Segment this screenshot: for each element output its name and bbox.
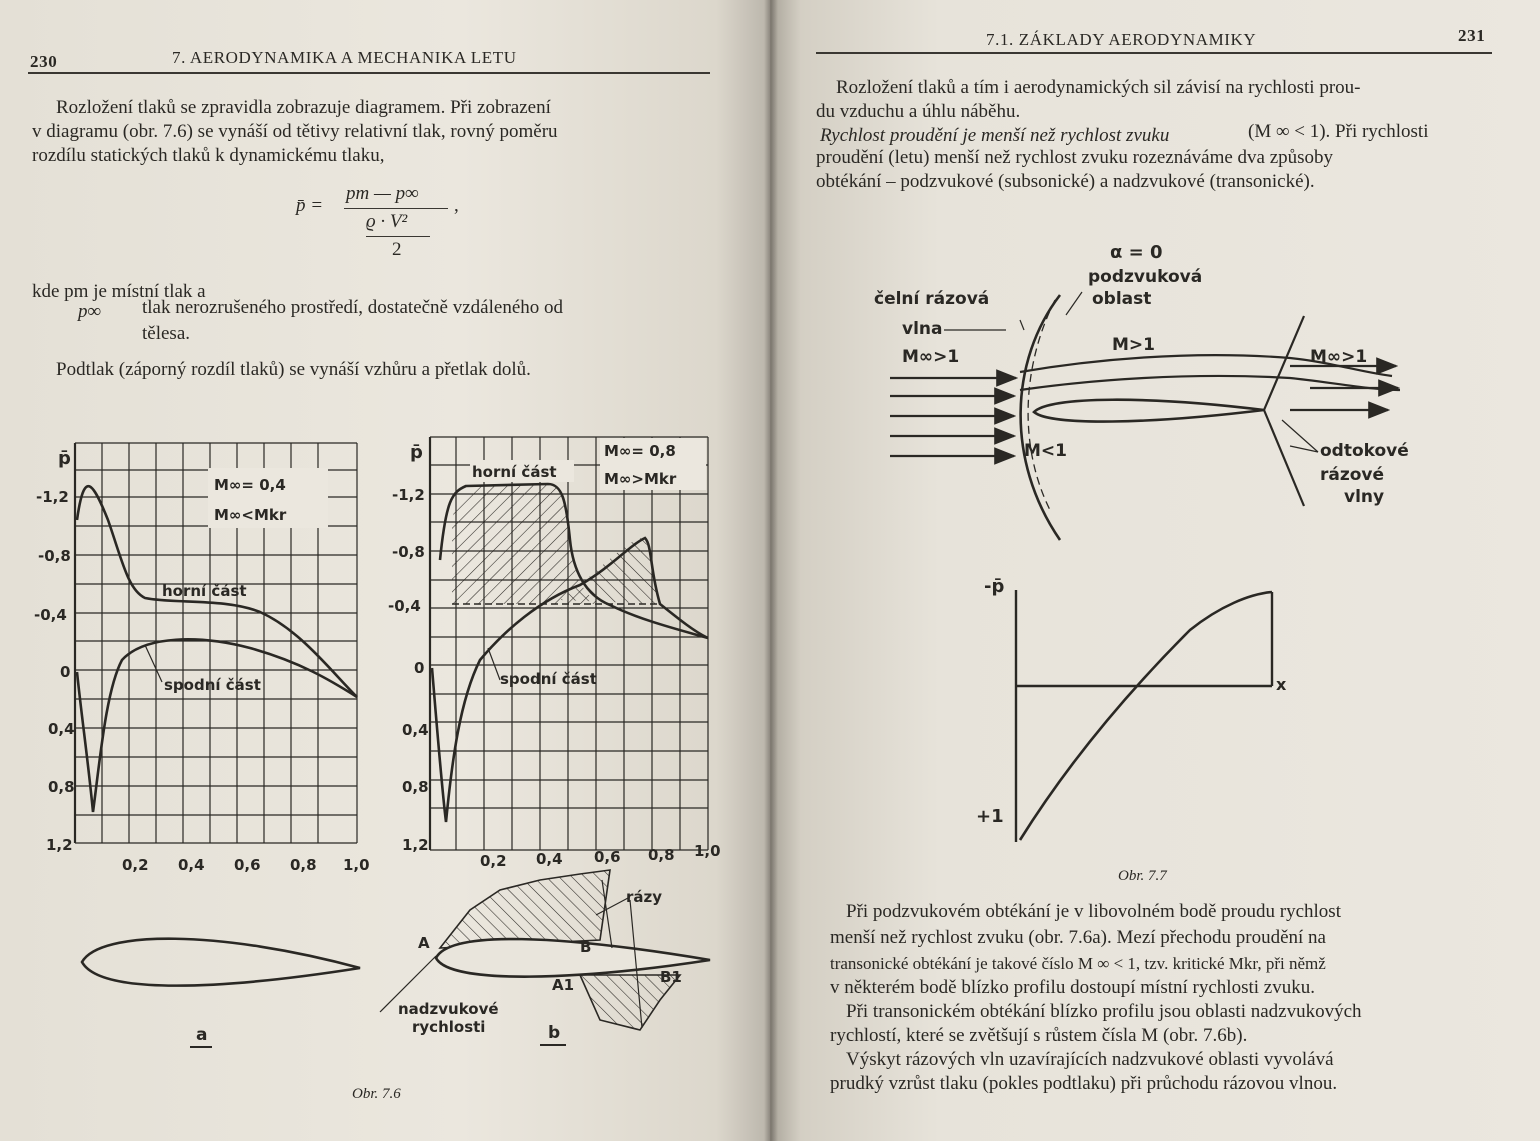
fig-b-legend-1: M∞= 0,8 xyxy=(604,442,676,460)
paragraph-line: Při podzvukovém obtékání je v libovolném bodě proudu rychlost xyxy=(846,901,1341,922)
fig-a-panel-label: a xyxy=(196,1025,208,1045)
fig-a-lower-label: spodní část xyxy=(164,676,261,694)
where-line: tlak nerozrušeného prostředí, dostatečně vzdáleného od xyxy=(142,297,564,318)
fig-a-y-tick: 0 xyxy=(60,663,71,681)
trailing-label-2: rázové xyxy=(1320,465,1385,485)
paragraph-line: proudění (letu) menší než rychlost zvuku rozeznáváme dva způsoby xyxy=(816,147,1334,168)
bow-wave-1: čelní rázová xyxy=(874,289,990,309)
formula-comma: , xyxy=(454,195,459,216)
fig-b-supersonic-label-2: rychlosti xyxy=(412,1018,486,1036)
paragraph-line: v některém bodě blízko profilu dostoupí místní rychlosti zvuku. xyxy=(830,977,1315,998)
paragraph-line-italic: Rychlost proudění je menší než rychlost zvuku xyxy=(820,125,1170,146)
fig-b-y-tick: 0,4 xyxy=(402,721,429,739)
formula-denominator-2: 2 xyxy=(392,239,402,260)
paragraph-line: du vzduchu a úhlu náběhu. xyxy=(816,101,1021,122)
where-line: kde pm je místní tlak a xyxy=(32,281,206,302)
fig-b-point-B: B xyxy=(580,938,592,956)
fig-a-x-tick: 0,6 xyxy=(234,856,261,874)
fig-a-airfoil xyxy=(82,939,360,986)
running-head-right: 7.1. ZÁKLADY AERODYNAMIKY xyxy=(986,30,1257,49)
trailing-shock xyxy=(1264,410,1304,506)
fig-b-upper-supersonic-zone xyxy=(440,870,610,948)
alpha-label: α = 0 xyxy=(1110,242,1163,263)
paragraph-line: Při transonickém obtékání blízko profilu jsou oblasti nadzvukových xyxy=(846,1001,1362,1022)
book-gutter xyxy=(764,0,778,1141)
subsonic-region-2: oblast xyxy=(1092,289,1152,309)
paragraph-line: Rozložení tlaků a tím i aerodynamických sil závisí na rychlosti prou- xyxy=(836,77,1361,98)
fig7-y-label: -p̄ xyxy=(984,576,1005,597)
paragraph-line: Výskyt rázových vln uzavírajících nadzvukové oblasti vyvolává xyxy=(846,1049,1334,1070)
fig-b-x-tick: 0,2 xyxy=(480,852,507,870)
leader xyxy=(1282,420,1318,452)
fig-a-leader xyxy=(145,645,162,682)
fig-b-lower-label: spodní část xyxy=(500,670,597,688)
fig-b-point-A1: A1 xyxy=(552,976,575,994)
fig-a-y-tick: -1,2 xyxy=(36,488,69,506)
trailing-label-3: vlny xyxy=(1344,487,1385,507)
fig-a-y-tick: 0,8 xyxy=(48,778,75,796)
figure-caption-7-7: Obr. 7.7 xyxy=(1118,868,1167,884)
fig-a-y-tick: -0,4 xyxy=(34,606,67,624)
paragraph-line: prudký vzrůst tlaku (pokles podtlaku) při průchodu rázovou vlnou. xyxy=(830,1073,1338,1094)
page-number-right: 231 xyxy=(1458,26,1486,45)
page-number-left: 230 xyxy=(30,52,58,71)
fig-b-y-tick: -0,8 xyxy=(392,543,425,561)
fig-a-legend-1: M∞= 0,4 xyxy=(214,476,286,494)
paragraph-line: v diagramu (obr. 7.6) se vynáší od tětivy relativní tlak, rovný poměru xyxy=(32,121,558,142)
formula-denominator: ϱ · V² xyxy=(366,211,408,232)
leader xyxy=(1066,292,1082,315)
fig-b-point-B1: B1 xyxy=(660,968,682,986)
fig-b-point-A: A xyxy=(418,934,430,952)
fig-a-y-tick: -0,8 xyxy=(38,547,71,565)
formula-numerator: pm — p∞ xyxy=(346,183,419,204)
fig-b-y-tick: 0,8 xyxy=(402,778,429,796)
m-inf-left: M∞>1 xyxy=(902,347,960,367)
fig-b-leader xyxy=(488,648,500,680)
fig-b-upper-label: horní část xyxy=(472,463,557,481)
fig-a-y-axis-label: p̄ xyxy=(58,448,71,469)
fig-a-x-tick: 0,8 xyxy=(290,856,317,874)
fig-b-y-tick: 0 xyxy=(414,659,425,677)
fig-b-shocks-label: rázy xyxy=(626,888,663,906)
m-inf-right: M∞>1 xyxy=(1310,347,1368,367)
fig-a-legend-2: M∞<Mkr xyxy=(214,506,287,524)
fig-b-x-tick: 1,0 xyxy=(694,842,721,860)
paragraph-line: rychlostí, které se zvětšují s růstem čísla M (obr. 7.6b). xyxy=(830,1025,1248,1046)
fig-b-x-tick: 0,6 xyxy=(594,848,621,866)
m-less: M<1 xyxy=(1024,441,1067,461)
fig-b-y-axis-label: p̄ xyxy=(410,442,423,463)
running-head-left: 7. AERODYNAMIKA A MECHANIKA LETU xyxy=(172,48,517,67)
fig-a-upper-label: horní část xyxy=(162,582,247,600)
fig7-y-bottom: +1 xyxy=(976,806,1004,827)
bow-wave-2: vlna xyxy=(902,319,943,339)
fig-b-legend-2: M∞>Mkr xyxy=(604,470,677,488)
fig-b-supersonic-label-1: nadzvukové xyxy=(398,1000,499,1018)
fig-a-x-tick: 0,2 xyxy=(122,856,149,874)
fig-b-panel-label: b xyxy=(548,1023,561,1043)
figure-caption: Obr. 7.6 xyxy=(352,1086,401,1102)
fig7-pressure-curve xyxy=(1020,592,1272,840)
where-line: tělesa. xyxy=(142,323,191,344)
trailing-shock xyxy=(1264,316,1304,410)
paragraph-line: transonické obtékání je takové číslo M ∞ < 1, tzv. kritické Mkr, při němž xyxy=(830,954,1326,973)
formula-lhs: p̄ = xyxy=(296,195,324,216)
fig7-x-label: x xyxy=(1276,675,1287,694)
bow-shock xyxy=(1021,295,1060,540)
fig7-airfoil xyxy=(1034,400,1264,422)
m-mid: M>1 xyxy=(1112,335,1155,355)
leader xyxy=(1020,320,1024,330)
right-page xyxy=(770,0,1540,1141)
fig-b-y-tick: -0,4 xyxy=(388,597,421,615)
where-symbol: p∞ xyxy=(78,301,102,322)
fig-a-y-tick: 1,2 xyxy=(46,836,73,854)
paragraph-line: Rozložení tlaků se zpravidla zobrazuje diagramem. Při zobrazení xyxy=(56,97,551,118)
paragraph-line: (M ∞ < 1). Při rychlosti xyxy=(1248,121,1429,142)
fig-a-x-tick: 1,0 xyxy=(343,856,370,874)
fig-b-x-tick: 0,4 xyxy=(536,850,563,868)
paragraph-line: menší než rychlost zvuku (obr. 7.6a). Mezí přechodu proudění na xyxy=(830,927,1326,948)
fig-b-x-tick: 0,8 xyxy=(648,846,675,864)
fig-b-y-tick: -1,2 xyxy=(392,486,425,504)
subsonic-region-1: podzvuková xyxy=(1088,267,1203,287)
trailing-label-1: odtokové xyxy=(1320,441,1409,461)
paragraph-line: obtékání – podzvukové (subsonické) a nadzvukové (transonické). xyxy=(816,171,1315,192)
fig-a-x-tick: 0,4 xyxy=(178,856,205,874)
paragraph-line: rozdílu statických tlaků k dynamickému tlaku, xyxy=(32,145,385,166)
paragraph-line: Podtlak (záporný rozdíl tlaků) se vynáší vzhůru a přetlak dolů. xyxy=(56,359,531,380)
fig-a-y-tick: 0,4 xyxy=(48,720,75,738)
fig-b-y-tick: 1,2 xyxy=(402,836,429,854)
